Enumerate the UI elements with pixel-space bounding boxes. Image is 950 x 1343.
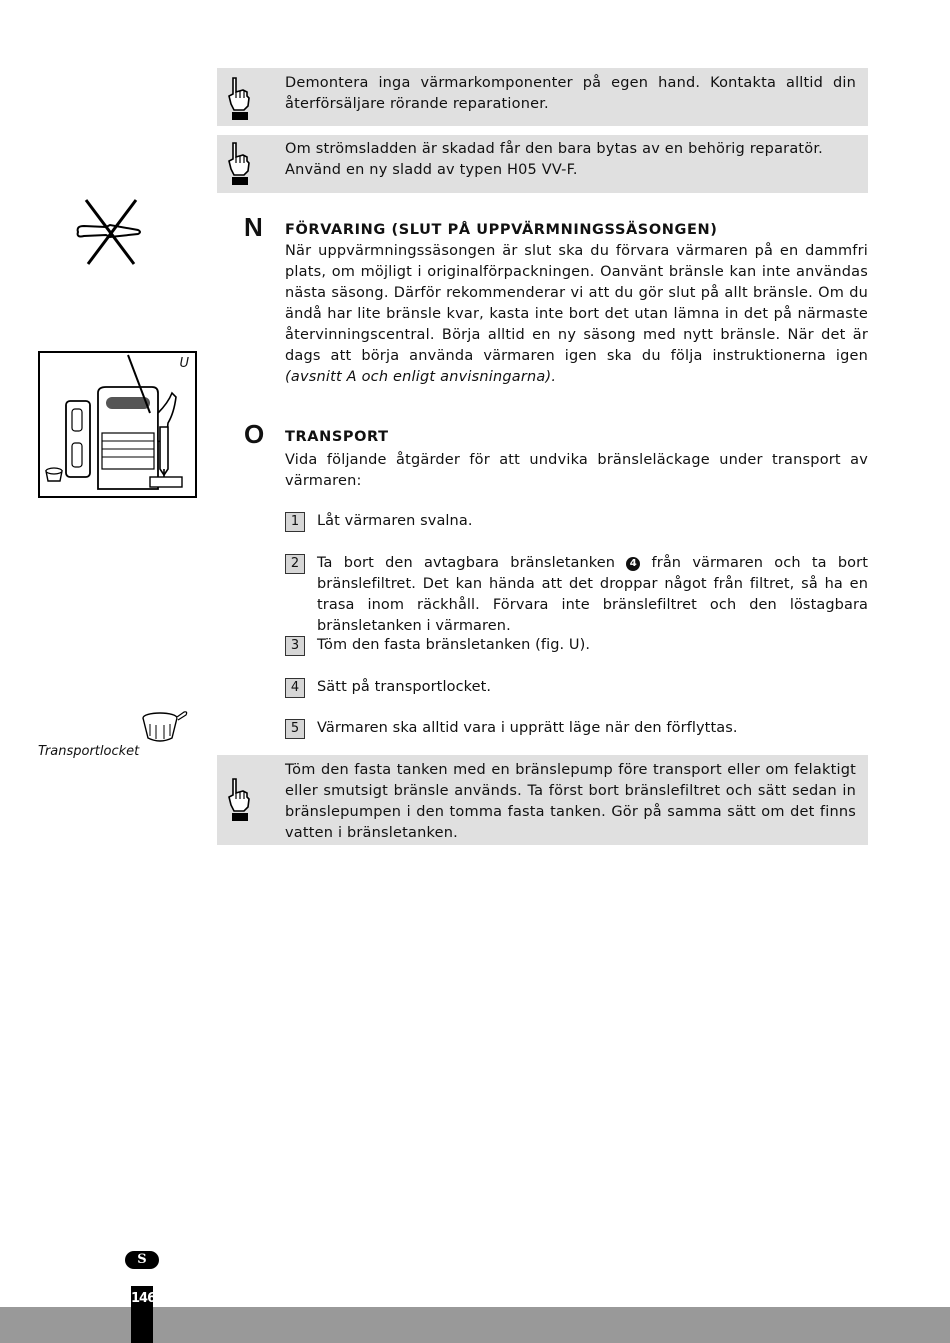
warning-note-2: [217, 135, 868, 193]
storage-reference: (avsnitt A och enligt anvisningarna).: [285, 369, 557, 385]
warning-note-3: [217, 755, 868, 845]
step-text: [317, 553, 868, 637]
note-text: Demontera inga värmarkomponenter på egen hand. Kontakta alltid din återförsäljare rörande reparationer.: [285, 75, 856, 112]
section-letter-n: N: [244, 212, 263, 242]
pointing-hand-icon: [223, 775, 253, 825]
no-screwdriver-icon: [72, 196, 152, 268]
section-title-transport: TRANSPORT: [285, 429, 389, 445]
step-number: 5: [285, 719, 305, 739]
step-text: Låt värmaren svalna.: [317, 513, 473, 529]
note-text: Om strömsladden är skadad får den bara bytas av en behörig reparatör. Använd en ny sladd av typen H05 VV-F.: [285, 141, 823, 178]
transport-lid-caption: Transportlocket: [38, 744, 140, 759]
pointing-hand-icon: [223, 74, 253, 124]
storage-text: När uppvärmningssäsongen är slut ska du förvara värmaren på en dammfri plats, om möjligt i originalförpackningen. Oanvänt bränsle kan inte användas nästa säsong. Därför rekommenderar vi att du gör slut på allt bränsle. Om du ändå har lite bränsle kvar, kasta inte bort det utan lämna in det på närmaste återvinningscentral. Börja alltid en ny säsong med nytt bränsle. När det är dags att börja använda värmaren igen ska du följa instruktionerna igen: [285, 243, 868, 364]
section-title-storage: FÖRVARING (SLUT PÅ UPPVÄRMNINGSSÄSONGEN): [285, 222, 718, 238]
figure-label: U: [179, 356, 189, 371]
figure-u: [38, 351, 197, 498]
warning-note-1: [217, 68, 868, 126]
section-letter-o: O: [244, 419, 265, 449]
step-text-part: från värmaren och ta bort bränslefiltret. Det kan hända att det droppar något från filtret, så ha en trasa inom räckhåll. Förvara inte bränslefiltret och den löstagbara bränsletanken i värmaren.: [317, 555, 868, 634]
storage-paragraph: [285, 241, 868, 388]
language-badge: S: [125, 1251, 159, 1269]
page-number: 146: [131, 1291, 156, 1306]
transport-lid-icon: [140, 708, 190, 748]
step-number: 2: [285, 554, 305, 574]
step-number: 3: [285, 636, 305, 656]
step-text-part: Ta bort den avtagbara bränsletanken: [317, 555, 616, 571]
step-number: 1: [285, 512, 305, 532]
heater-illustration: [40, 353, 195, 496]
step-text: Värmaren ska alltid vara i upprätt läge när den förflyttas.: [317, 720, 738, 736]
transport-intro: Vida följande åtgärder för att undvika bränsleläckage under transport av värmaren:: [285, 452, 868, 489]
part-marker-badge: 4: [626, 557, 640, 571]
step-text: Töm den fasta bränsletanken (fig. U).: [317, 637, 591, 653]
step-text: Sätt på transportlocket.: [317, 679, 492, 695]
pointing-hand-icon: [223, 139, 253, 189]
note-text: Töm den fasta tanken med en bränslepump före transport eller om felaktigt eller smutsigt bränsle används. Ta först bort bränslefiltret och sätt sedan in bränslepumpen i den tomma fasta tanken. Gör på samma sätt om det finns vatten i bränsletanken.: [285, 762, 856, 841]
step-number: 4: [285, 678, 305, 698]
